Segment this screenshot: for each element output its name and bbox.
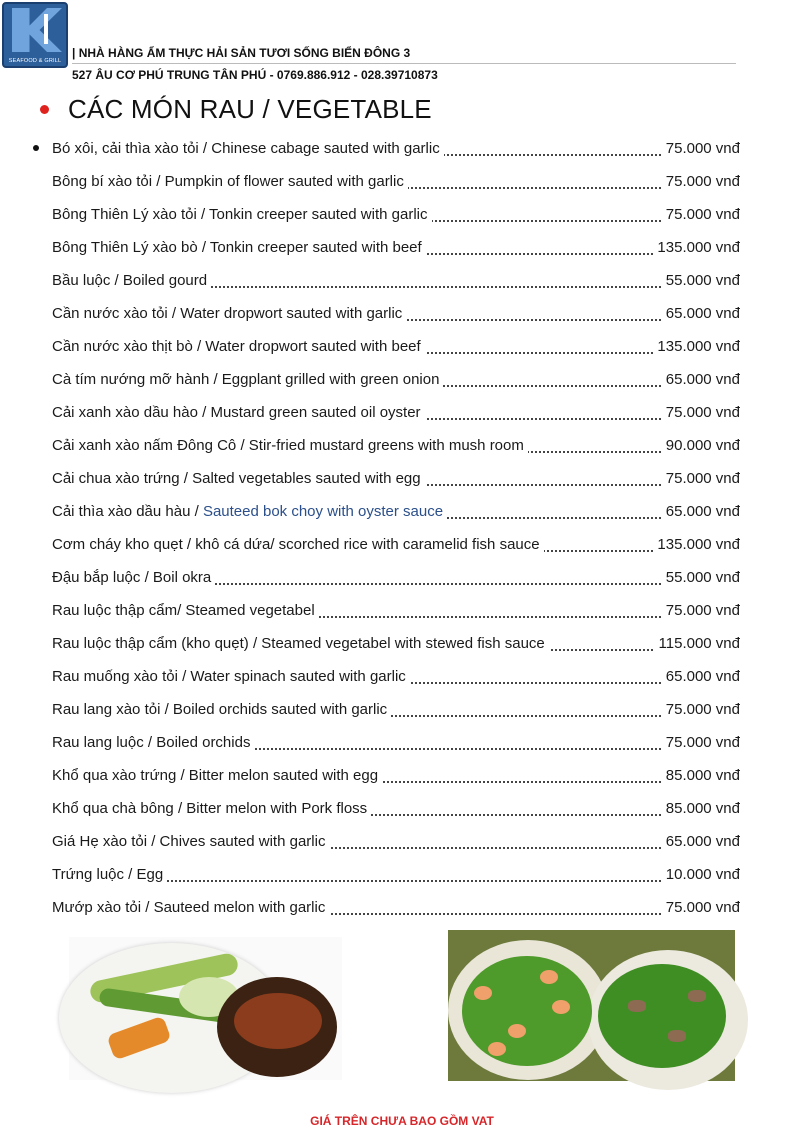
section-heading — [40, 94, 432, 125]
menu-item-name: Bông bí xào tỏi / Pumpkin of flower sauted with garlic — [52, 173, 408, 190]
menu-item-name: Cần nước xào thịt bò / Water dropwort sauted with beef — [52, 338, 425, 355]
menu-item-price: 55.000 vnđ — [662, 264, 740, 297]
menu-item-price: 75.000 vnđ — [662, 693, 740, 726]
menu-item-price: 75.000 vnđ — [662, 594, 740, 627]
menu-item-price: 65.000 vnđ — [662, 495, 740, 528]
menu-item — [0, 363, 740, 396]
menu-item-name: Rau lang luộc / Boiled orchids — [52, 734, 254, 751]
menu-item-name: Cơm cháy kho quẹt / khô cá dứa/ scorched rice with caramelid fish sauce — [52, 536, 544, 553]
menu-item — [0, 858, 740, 891]
fork-icon — [44, 14, 48, 44]
header-divider — [72, 63, 736, 64]
menu-item-name: Rau lang xào tỏi / Boiled orchids sauted with garlic — [52, 701, 391, 718]
menu-item-name: Cà tím nướng mỡ hành / Eggplant grilled with green onion — [52, 371, 443, 388]
menu-item-name-extra: Sauteed bok choy with oyster sauce — [202, 503, 444, 520]
menu-item-price: 75.000 vnđ — [662, 726, 740, 759]
menu-item-name: Cải chua xào trứng / Salted vegetables sauted with egg — [52, 470, 425, 487]
section-title: CÁC MÓN RAU / VEGETABLE — [68, 94, 432, 124]
menu-item — [0, 429, 740, 462]
menu-item — [0, 561, 740, 594]
menu-list — [0, 132, 804, 924]
restaurant-logo — [2, 2, 68, 68]
menu-item — [0, 462, 740, 495]
menu-item-price: 135.000 vnđ — [653, 330, 740, 363]
menu-item-name: Bông Thiên Lý xào bò / Tonkin creeper sauted with beef — [52, 239, 426, 256]
menu-item — [0, 132, 740, 165]
menu-item — [0, 396, 740, 429]
menu-item-price: 65.000 vnđ — [662, 363, 740, 396]
menu-item — [0, 264, 740, 297]
menu-item-price: 115.000 vnđ — [655, 627, 740, 660]
menu-item-name: Bó xôi, cải thìa xào tỏi / Chinese cabage sauted with garlic — [52, 140, 444, 157]
menu-item-price: 10.000 vnđ — [662, 858, 740, 891]
menu-item-name: Cải thìa xào dầu hàu / Sauteed bok choy with oyster sauce — [52, 503, 447, 520]
menu-item — [0, 495, 740, 528]
menu-item-name: Cải xanh xào dầu hào / Mustard green sauted oil oyster — [52, 404, 425, 421]
menu-item-price: 55.000 vnđ — [662, 561, 740, 594]
menu-item — [0, 594, 740, 627]
menu-item-name: Khổ qua xào trứng / Bitter melon sauted with egg — [52, 767, 382, 784]
menu-item-price: 85.000 vnđ — [662, 792, 740, 825]
menu-item-name: Bông Thiên Lý xào tỏi / Tonkin creeper sauted with garlic — [52, 206, 432, 223]
menu-item-price: 75.000 vnđ — [662, 132, 740, 165]
menu-item-price: 65.000 vnđ — [662, 297, 740, 330]
menu-item-name: Cải xanh xào nấm Đông Cô / Stir-fried mustard greens with mush room — [52, 437, 528, 454]
menu-item-name: Bầu luộc / Boiled gourd — [52, 272, 211, 289]
restaurant-name: | NHÀ HÀNG ẨM THỰC HẢI SẢN TƯƠI SỐNG BIỂN ĐÔNG 3 — [72, 46, 411, 60]
menu-item-price: 65.000 vnđ — [662, 825, 740, 858]
menu-item — [0, 825, 740, 858]
menu-item — [0, 330, 740, 363]
menu-item — [0, 198, 740, 231]
menu-item — [0, 297, 740, 330]
menu-item-name: Khổ qua chà bông / Bitter melon with Pork floss — [52, 800, 371, 817]
menu-item — [0, 759, 740, 792]
menu-item-price: 135.000 vnđ — [653, 231, 740, 264]
menu-item — [0, 726, 740, 759]
menu-item — [0, 891, 740, 924]
menu-item-name: Trứng luộc / Egg — [52, 866, 167, 883]
menu-item-name: Đậu bắp luộc / Boil okra — [52, 569, 215, 586]
menu-item-price: 65.000 vnđ — [662, 660, 740, 693]
menu-item — [0, 528, 740, 561]
menu-item-price: 75.000 vnđ — [662, 198, 740, 231]
menu-item — [0, 792, 740, 825]
photo-boiled-vegetables — [69, 937, 342, 1080]
photo-stir-fried-greens — [448, 930, 735, 1081]
menu-item — [0, 165, 740, 198]
menu-item-price: 90.000 vnđ — [662, 429, 740, 462]
menu-item-price: 75.000 vnđ — [662, 462, 740, 495]
menu-item-name: Cần nước xào tỏi / Water dropwort sauted with garlic — [52, 305, 406, 322]
logo-tagline: SEAFOOD & GRILL — [8, 58, 62, 64]
menu-item-price: 75.000 vnđ — [662, 165, 740, 198]
menu-item-price: 75.000 vnđ — [662, 396, 740, 429]
menu-item-price: 75.000 vnđ — [662, 891, 740, 924]
menu-item — [0, 660, 740, 693]
menu-item-name: Rau luộc thập cẩm (kho quẹt) / Steamed vegetabel with stewed fish sauce — [52, 635, 549, 652]
address-line: 527 ÂU CƠ PHÚ TRUNG TÂN PHÚ - 0769.886.912 - 028.39710873 — [72, 68, 438, 82]
menu-item-name: Mướp xào tỏi / Sauteed melon with garlic — [52, 899, 329, 916]
menu-item-name: Rau luộc thập cẩm/ Steamed vegetabel — [52, 602, 319, 619]
menu-item — [0, 231, 740, 264]
menu-item-price: 135.000 vnđ — [653, 528, 740, 561]
menu-item-name: Giá Hẹ xào tỏi / Chives sauted with garlic — [52, 833, 329, 850]
section-bullet-icon — [40, 105, 49, 114]
menu-item-name: Rau muống xào tỏi / Water spinach sauted with garlic — [52, 668, 410, 685]
menu-item — [0, 693, 740, 726]
menu-item-price: 85.000 vnđ — [662, 759, 740, 792]
logo-k-icon — [12, 8, 62, 52]
menu-item — [0, 627, 740, 660]
vat-note: GIÁ TRÊN CHƯA BAO GỒM VAT — [310, 1114, 494, 1128]
